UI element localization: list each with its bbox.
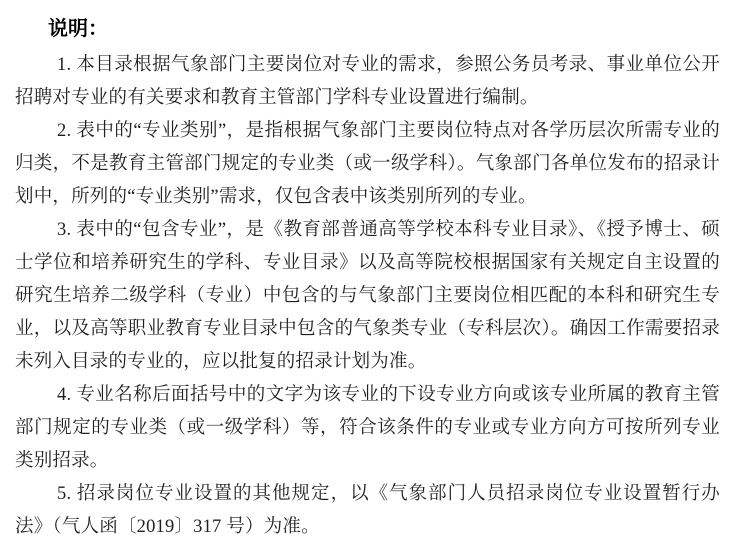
notes-heading: 说明： bbox=[48, 18, 108, 40]
note-paragraph-4: 4. 专业名称后面括号中的文字为该专业的下设专业方向或该专业所属的教育主管部门规定的专业类（或一级学科）等，符合该条件的专业或专业方向方可按所列专业类别招录。 bbox=[15, 385, 720, 471]
note-paragraph-5: 5. 招录岗位专业设置的其他规定，以《气象部门人员招录岗位专业设置暂行办法》（气人函〔2019〕317 号）为准。 bbox=[15, 484, 720, 537]
note-paragraph-1: 1. 本目录根据气象部门主要岗位对专业的需求，参照公务员考录、事业单位公开招聘对专业的有关要求和教育主管部门学科专业设置进行编制。 bbox=[15, 55, 720, 108]
note-paragraph-2: 2. 表中的“专业类别”，是指根据气象部门主要岗位特点对各学历层次所需专业的归类，不是教育主管部门规定的专业类（或一级学科）。气象部门各单位发布的招录计划中，所列的“专业类别”需求，仅包含表中该类别所列的专业。 bbox=[15, 121, 720, 207]
note-paragraph-3: 3. 表中的“包含专业”，是《教育部普通高等学校本科专业目录》、《授予博士、硕士学位和培养研究生的学科、专业目录》以及高等院校根据国家有关规定自主设置的研究生培养二级学科（专业）中包含的与气象部门主要岗位相匹配的本科和研究生专业，以及高等职业教育专业目录中包含的气象类专业（专科层次）。确因工作需要招录未列入目录的专业的，应以批复的招录计划为准。 bbox=[15, 220, 720, 372]
